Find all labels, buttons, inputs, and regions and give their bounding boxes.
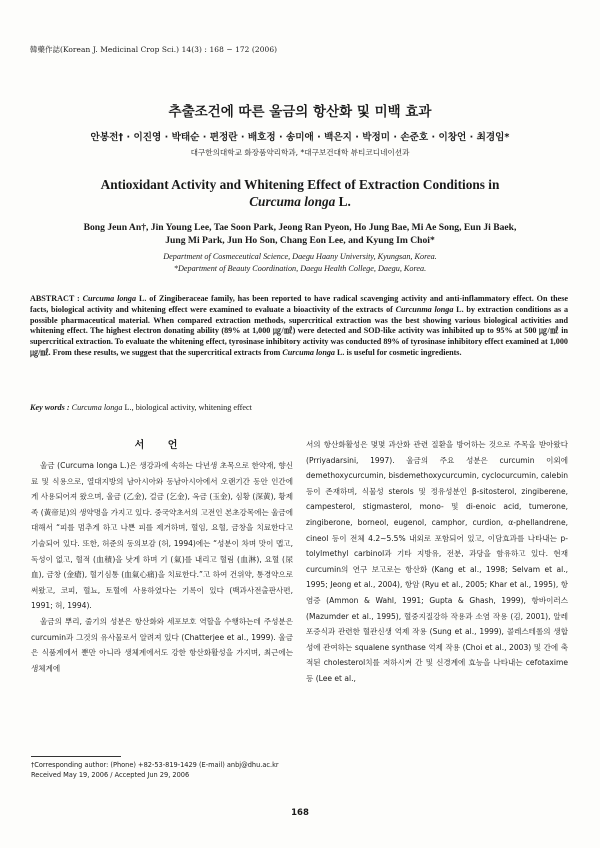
footnote-received-date: Received May 19, 2006 / Accepted Jun 29, 2006 xyxy=(31,771,190,779)
authors-english xyxy=(0,221,600,247)
body-left-paragraph-2: 울금의 뿌리, 줄기의 성분은 항산화와 세포보호 역할을 수행하는데 주성분은 curcumin과 그것의 유사물로서 알려져 있다 (Chatterjee et al., 1999). 울금은 식품계에서 뿐만 아니라 생체계에서도 강한 항산화활성을 가지며, 최근에는 생체계에 xyxy=(31,616,293,673)
body-column-left xyxy=(31,458,293,676)
affiliation-english xyxy=(0,251,600,274)
body-left-paragraph-1: 울금 (Curcuma longa L.)은 생강과에 속하는 다년생 초목으로 한약재, 향신료 및 식용으로, 열대지방의 남아시아와 동남아시아에서 오랜기간 동안 인간에게 사용되어져 왔으며, 울금 (乙金), 걸금 (乞金), 옥금 (玉金), 심황 (深黃), 황제족 (黃帝足)의 생약명을 가지고 있다. 중국약초서의 고전인 본초강목에는 울금에 대해서 “피를 멈추게 하고 나쁜 피를 제거하며, 혈임, 요혈, 금창을 치료한다고 기술되어 있다. 또한, 허준의 동의보감 (허, 1994)에는 “성분이 차며 맛이 맵고, 독성이 없고, 혈적 (血積)을 낫게 하며 기 (氣)를 내리고 혈림 (血淋), 요혈 (尿血), 금창 (金瘡), 혈기심통 (血氣心痛)을 치료한다.”고 하여 건위약, 통경약으로 써왔고, 코피, 혈뇨, 토혈에 사용하였다는 기록이 있다 (백과사전출판사편, 1991; 허, 1994). xyxy=(31,461,293,611)
title-english-line1: Antioxidant Activity and Whitening Effect of Extraction Conditions in xyxy=(100,177,500,192)
authors-english-line2: Jung Mi Park, Jun Ho Son, Chang Eon Lee, and Kyung Im Choi* xyxy=(165,235,435,246)
body-column-right xyxy=(306,437,568,687)
footnote-corresponding-author: †Corresponding author: (Phone) +82-53-819-1429 (E-mail) anbj@dhu.ac.kr xyxy=(31,761,279,769)
abstract-label: ABSTRACT : xyxy=(30,294,83,303)
abstract-text-1: L. of Zingiberaceae family, has been reported to have radical scavenging activity and anti-inflammatory effect. On these facts, biological activity and whitening effect were examined to evaluate a bioactivity of the extracts of xyxy=(30,294,568,314)
affiliation-korean: 대구한의대학교 화장품약리학과, *대구보건대학 뷰티코디네이션과 xyxy=(190,148,410,157)
keywords-species: Curcuma longa xyxy=(71,403,123,412)
keywords-text: L., biological activity, whitening effect xyxy=(122,403,252,412)
title-english xyxy=(0,176,600,210)
title-korean: 추출조건에 따른 울금의 항산화 및 미백 효과 xyxy=(168,104,432,120)
body-right-paragraph-1: 서의 항산화활성은 몇몇 과산화 관련 질환을 방어하는 것으로 주목을 받아왔다 (Prriyadarsini, 1997). 울금의 주요 성분은 curcumin 이외에 demethoxycurcumin, bisdemethoxycurcumin, cyclocurcumin, calebin 등이 존재하며, 식물성 sterols 및 정유성분인 β-sitosterol, zingiberene, campesterol, stigmasterol, mono- 및 di-enoic acid, tumerone, zingiberone, borneol, eugenol, camphor, curdion, α-phellandrene, cineol 등이 전체 4.2~5.5% 내외로 포함되어 있고, 이담효과를 나타내는 p-tolylmethyl carbinol과 기타 지방유, 전분, 과당을 함유하고 있다. 현재 curcumin의 연구 보고로는 항산화 (Kang et al., 1998; Selvam et al., 1995; Jeong et al., 2004), 항암 (Ryu et al., 2005; Khar et al., 1995), 항염증 (Ammon & Wahl, 1991; Gupta & Ghash, 1999), 항바이러스 (Mazumder et al., 1995), 혈중지질강하 작용과 소염 작용 (김, 2001), 알레포증식과 관련한 혈관신생 억제 작용 (Sung et al., 1999), 콜레스테롤의 생합성에 관여하는 squalene synthase 억제 작용 (Choi et al., 2003) 및 간에 축적된 cholesterol치를 저하시켜 간 및 신경계에 효능을 나타내는 cefotaxime 등 (Lee et al., xyxy=(306,440,568,683)
journal-header: 韓藥作誌(Korean J. Medicinal Crop Sci.) 14(3) : 168 − 172 (2006) xyxy=(30,45,278,54)
abstract xyxy=(30,294,568,359)
affiliation-english-line2: *Department of Beauty Coordination, Daegu Health College, Daegu, Korea. xyxy=(173,263,427,273)
page-number: 168 xyxy=(291,808,309,818)
keywords-label: Key words : xyxy=(30,403,72,412)
abstract-species-2: Curcunma longa xyxy=(395,304,454,314)
abstract-text-3: L. is useful for cosmetic ingredients. xyxy=(334,347,462,357)
affiliation-english-line1: Department of Cosmeceutical Science, Daegu Haany University, Kyungsan, Korea. xyxy=(163,252,437,261)
authors-korean: 안봉전† · 이진영 · 박태순 · 편정란 · 배호정 · 송미애 · 백은지 · 박정미 · 손준호 · 이창언 · 최경임* xyxy=(90,132,510,143)
title-english-line2 xyxy=(0,193,600,210)
abstract-species-3: Curcuma longa xyxy=(282,347,335,357)
abstract-text-2: L. by extraction conditions as a possible pharmaceutical material. When compared extraction methods, supercritical extraction was the best showing various biological activities and whitening effect. The highest electron donating ability (89% at 1,000 ㎍/㎖) were detected and SOD-like activity was inhibited up to 95% at 500 ㎍/㎖ in supercritical extraction. To evaluate the whitening effect, tyrosinase inhibitory activity was conducted 89% of tyrosinase inhibitory effect examined at 1,000 ㎍/㎖. From these results, we suggest that the supercritical extracts from xyxy=(30,304,569,357)
footnote xyxy=(31,760,331,780)
authors-english-line1: Bong Jeun An†, Jin Young Lee, Tae Soon Park, Jeong Ran Pyeon, Ho Jung Bae, Mi Ae Song, Eun Ji Baek, xyxy=(83,222,517,233)
section-title-introduction: 서 언 xyxy=(134,440,188,451)
keywords xyxy=(30,402,570,413)
title-suffix: L. xyxy=(335,194,351,209)
title-species: Curcuma longa xyxy=(249,194,336,209)
footnote-divider xyxy=(31,756,121,757)
abstract-species: Curcuma longa xyxy=(82,294,137,303)
